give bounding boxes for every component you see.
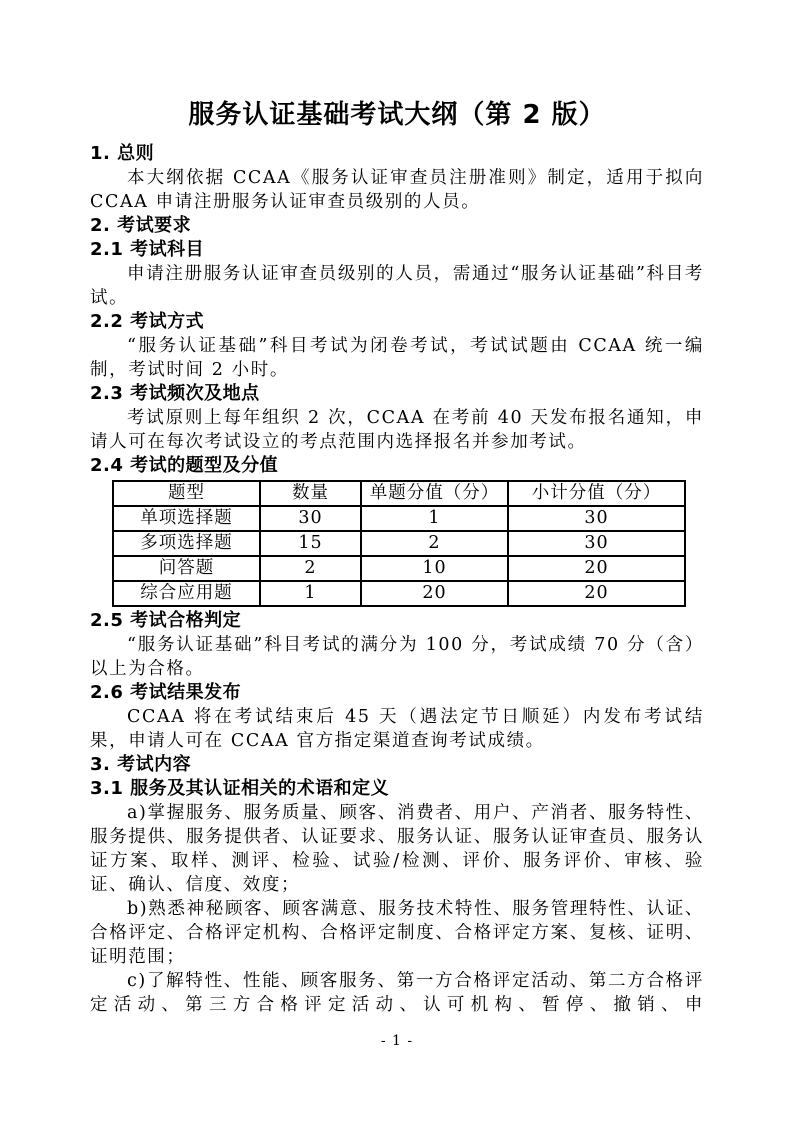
column-header-score-per-question: 单题分值（分） — [361, 481, 508, 506]
heading-2-exam-requirements: 2. 考试要求 — [90, 215, 192, 236]
table-cell: 30 — [508, 506, 685, 531]
paragraph-3-1-item-b: b)熟悉神秘顾客、顾客满意、服务技术特性、服务管理特性、认证、合格评定、合格评定机构、合格评定制度、合格评定方案、复核、证明、证明范围； — [90, 899, 704, 967]
column-header-subtotal-score: 小计分值（分） — [508, 481, 685, 506]
paragraph-2-5-pass-criteria: “服务认证基础”科目考试的满分为 100 分，考试成绩 70 分（含）以上为合格。 — [90, 635, 704, 679]
column-header-quantity: 数量 — [260, 481, 361, 506]
table-row — [113, 581, 685, 606]
table-cell: 30 — [508, 531, 685, 556]
table-cell: 综合应用题 — [113, 581, 260, 606]
table-cell: 30 — [260, 506, 361, 531]
table-cell: 10 — [361, 556, 508, 581]
table-row — [113, 556, 685, 581]
paragraph-3-1-item-c: c)了解特性、性能、顾客服务、第一方合格评定活动、第二方合格评定活动、第三方合格评定活动、认可机构、暂停、撤销、申 — [90, 971, 704, 1015]
heading-1-general: 1. 总则 — [90, 143, 155, 164]
paragraph-3-1-item-a: a)掌握服务、服务质量、顾客、消费者、用户、产消者、服务特性、服务提供、服务提供者、认证要求、服务认证、服务认证审查员、服务认证方案、取样、测评、检验、试验/检测、评价、服务评价、审核、验证、确认、信度、效度； — [90, 803, 704, 895]
table-cell: 多项选择题 — [113, 531, 260, 556]
document-content — [90, 98, 704, 1017]
paragraph-2-3-exam-frequency-location: 考试原则上每年组织 2 次，CCAA 在考前 40 天发布报名通知，申请人可在每次考试设立的考点范围内选择报名并参加考试。 — [90, 408, 704, 452]
page-number: - 1 - — [380, 1033, 414, 1049]
heading-2-6-result-release: 2.6 考试结果发布 — [90, 682, 242, 703]
table-cell: 1 — [361, 506, 508, 531]
heading-3-exam-content: 3. 考试内容 — [90, 754, 192, 775]
table-cell: 2 — [260, 556, 361, 581]
document-title: 服务认证基础考试大纲（第 2 版） — [188, 100, 606, 130]
paragraph-2-6-result-release: CCAA 将在考试结束后 45 天（遇法定节日顺延）内发布考试结果，申请人可在 CCAA 官方指定渠道查询考试成绩。 — [90, 707, 704, 751]
heading-2-3-exam-frequency-location: 2.3 考试频次及地点 — [90, 383, 260, 404]
table-cell: 20 — [508, 556, 685, 581]
table-cell: 2 — [361, 531, 508, 556]
paragraph-2-1-exam-subject: 申请注册服务认证审查员级别的人员，需通过“服务认证基础”科目考试。 — [90, 264, 704, 308]
table-cell: 1 — [260, 581, 361, 606]
table-cell: 15 — [260, 531, 361, 556]
paragraph-2-2-exam-method: “服务认证基础”科目考试为闭卷考试，考试试题由 CCAA 统一编制，考试时间 2 小时。 — [90, 336, 704, 380]
table-row — [113, 506, 685, 531]
heading-2-2-exam-method: 2.2 考试方式 — [90, 311, 205, 332]
table-cell: 单项选择题 — [113, 506, 260, 531]
table-cell: 20 — [508, 581, 685, 606]
heading-2-5-pass-criteria: 2.5 考试合格判定 — [90, 610, 242, 631]
paragraph-1-general: 本大纲依据 CCAA《服务认证审查员注册准则》制定，适用于拟向 CCAA 申请注册服务认证审查员级别的人员。 — [90, 168, 704, 212]
heading-3-1-terms-definitions: 3.1 服务及其认证相关的术语和定义 — [90, 778, 390, 799]
table-cell: 问答题 — [113, 556, 260, 581]
heading-2-4-question-types-scores: 2.4 考试的题型及分值 — [90, 455, 279, 476]
table-row — [113, 531, 685, 556]
column-header-question-type: 题型 — [113, 481, 260, 506]
table-cell: 20 — [361, 581, 508, 606]
heading-2-1-exam-subject: 2.1 考试科目 — [90, 239, 205, 260]
question-type-score-table — [112, 480, 686, 607]
table-header-row — [113, 481, 685, 506]
